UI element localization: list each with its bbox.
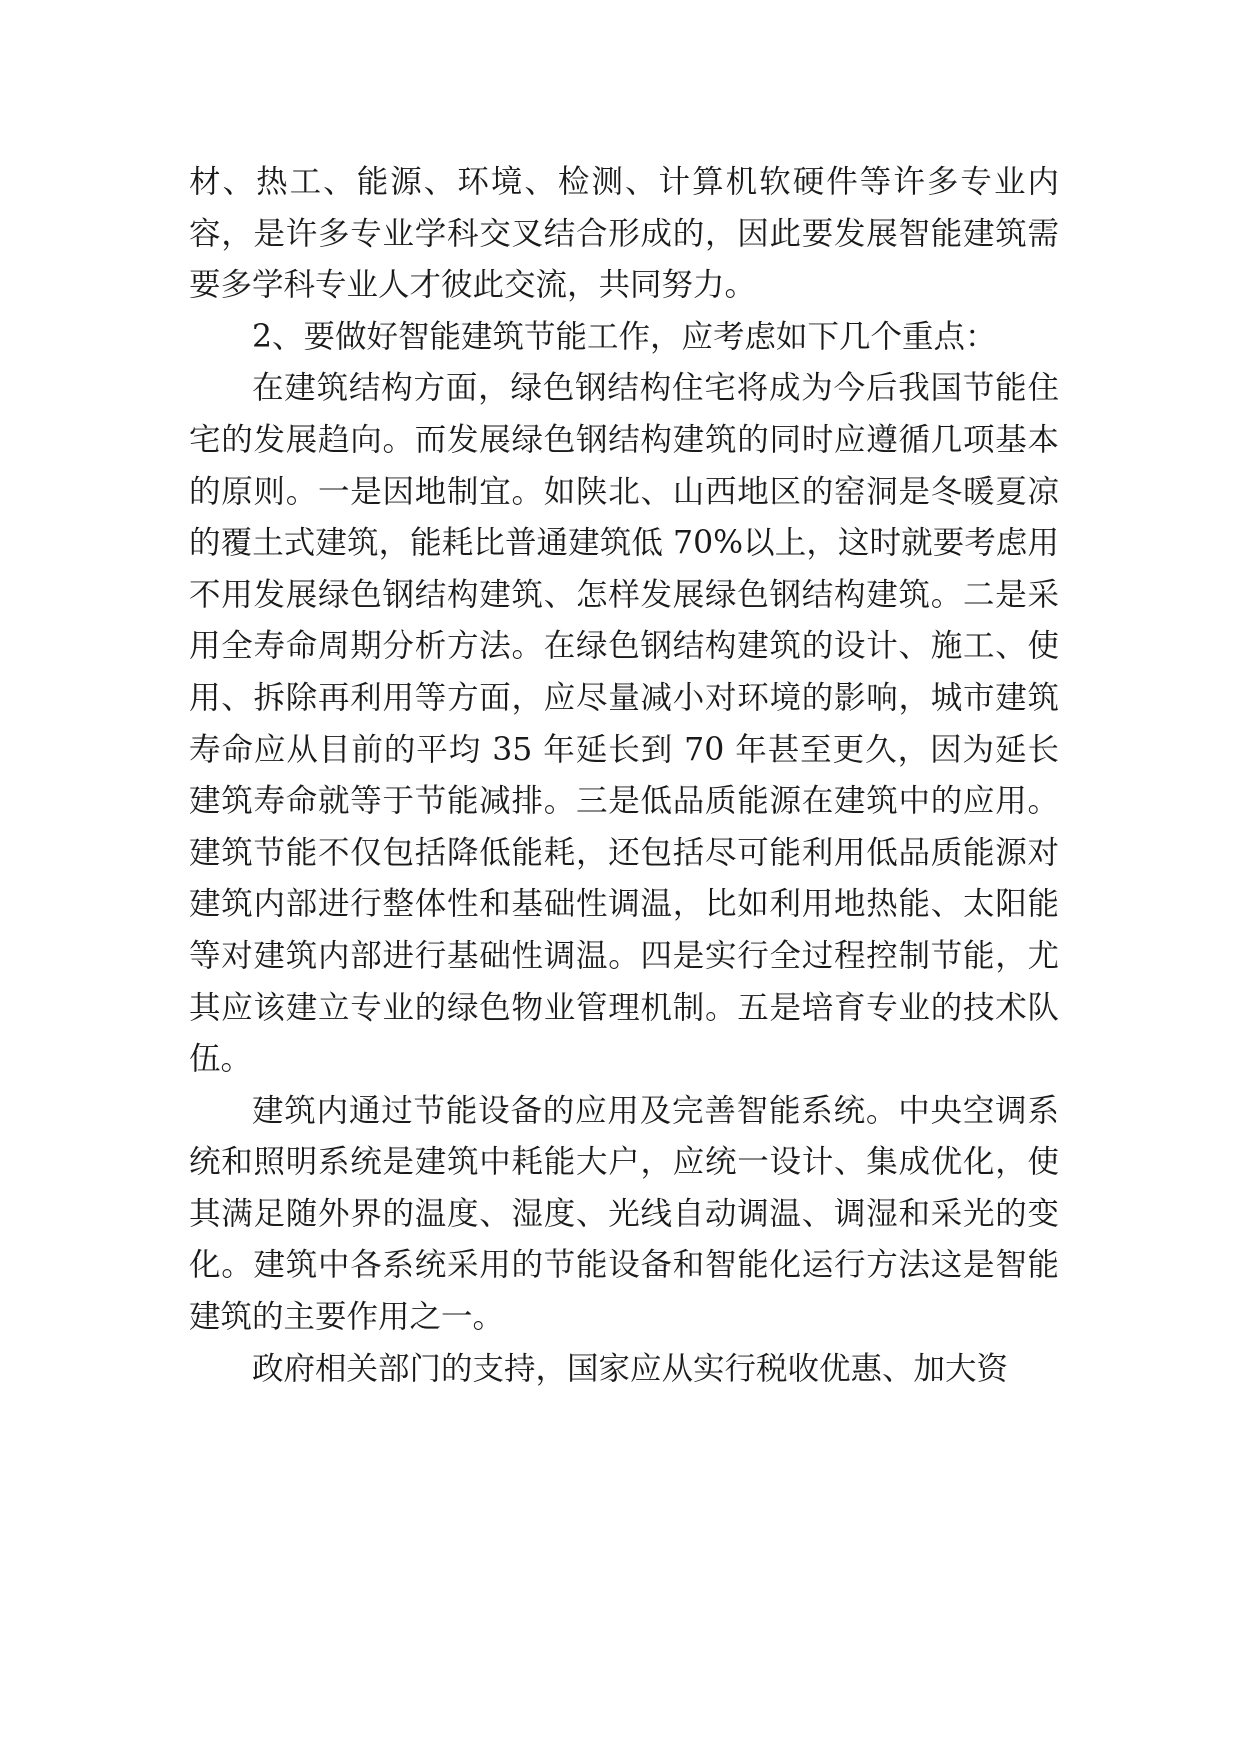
body-text <box>189 157 1059 1395</box>
paragraph-continued: 材、热工、能源、环境、检测、计算机软硬件等许多专业内容，是许多专业学科交叉结合形成的，因此要发展智能建筑需要多学科专业人才彼此交流，共同努力。 <box>189 164 1059 304</box>
paragraph-energy-equipment: 建筑内通过节能设备的应用及完善智能系统。中央空调系统和照明系统是建筑中耗能大户，应统一设计、集成优化，使其满足随外界的温度、湿度、光线自动调温、调湿和采光的变化。建筑中各系统采用的节能设备和智能化运行方法这是智能建筑的主要作用之一。 <box>189 1092 1059 1336</box>
paragraph-section-heading: 2、要做好智能建筑节能工作，应考虑如下几个重点： <box>252 318 997 355</box>
paragraph-building-structure: 在建筑结构方面，绿色钢结构住宅将成为今后我国节能住宅的发展趋向。而发展绿色钢结构建筑的同时应遵循几项基本的原则。一是因地制宜。如陕北、山西地区的窑洞是冬暖夏凉的覆土式建筑，能耗比普通建筑低 70%以上，这时就要考虑用不用发展绿色钢结构建筑、怎样发展绿色钢结构建筑。二是采用全寿命周期分析方法。在绿色钢结构建筑的设计、施工、使用、拆除再利用等方面，应尽量减小对环境的影响，城市建筑寿命应从目前的平均 35 年延长到 70 年甚至更久，因为延长建筑寿命就等于节能减排。三是低品质能源在建筑中的应用。建筑节能不仅包括降低能耗，还包括尽可能利用低品质能源对建筑内部进行整体性和基础性调温，比如利用地热能、太阳能等对建筑内部进行基础性调温。四是实行全过程控制节能，尤其应该建立专业的绿色物业管理机制。五是培育专业的技术队伍。 <box>189 370 1059 1078</box>
paragraph-government-support: 政府相关部门的支持，国家应从实行税收优惠、加大资 <box>252 1350 1009 1387</box>
